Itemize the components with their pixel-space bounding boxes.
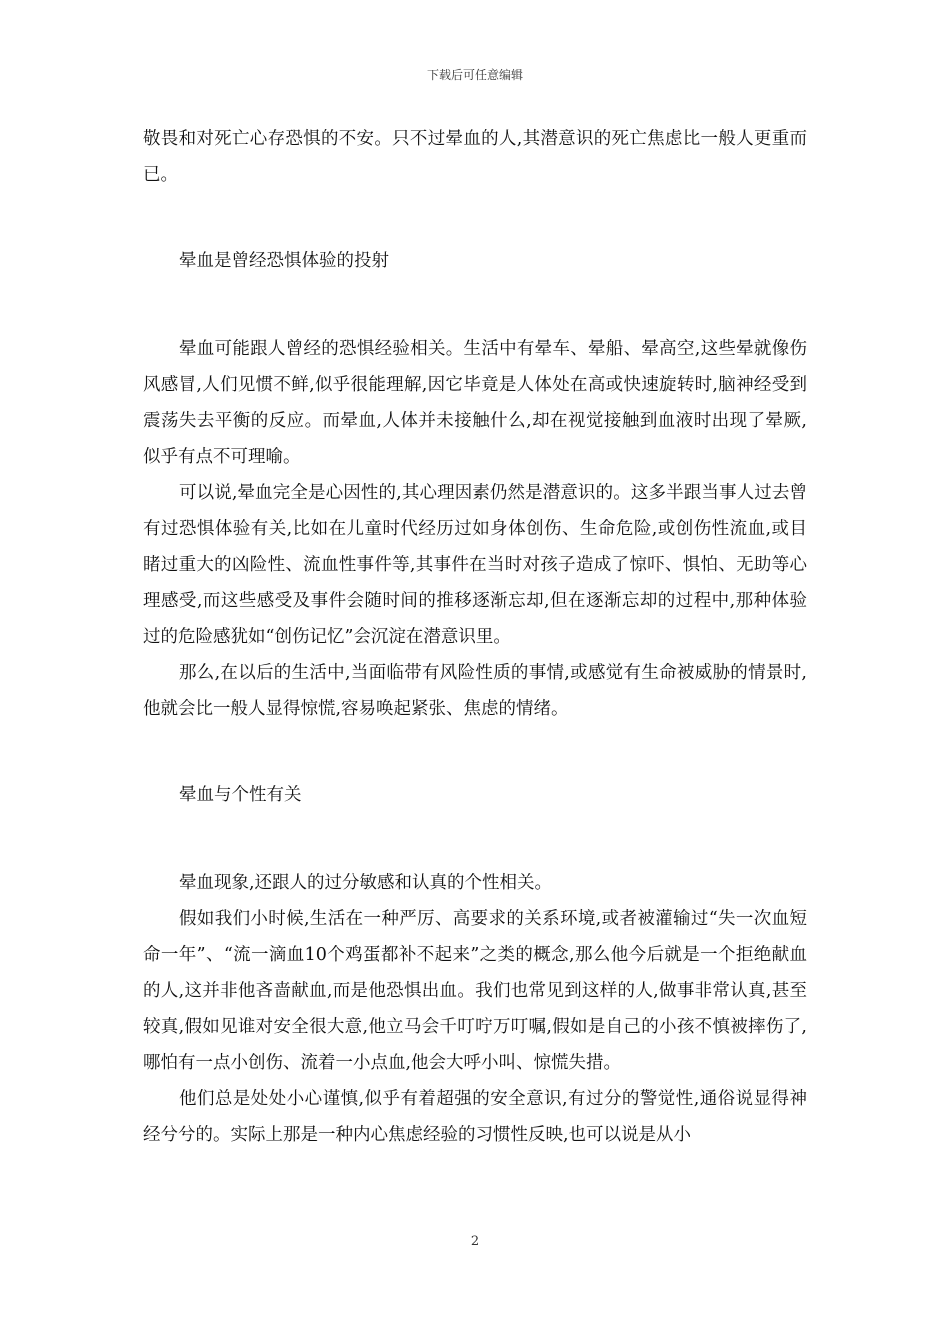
page-header: 下载后可任意编辑 bbox=[426, 68, 523, 82]
spacer bbox=[143, 727, 807, 752]
paragraph: 他们总是处处小心谨慎,似乎有着超强的安全意识,有过分的警觉性,通俗说显得神经兮兮的。实际上那是一种内心焦虑经验的习惯性反映,也可以说是从小 bbox=[143, 1089, 807, 1145]
spacer bbox=[143, 306, 807, 331]
spacer bbox=[143, 193, 807, 218]
paragraph: 可以说,晕血完全是心因性的,其心理因素仍然是潜意识的。这多半跟当事人过去曾有过恐惧体验有关,比如在儿童时代经历过如身体创伤、生命危险,或创伤性流血,或目睹过重大的凶险性、流血性事件等,其事件在当时对孩子造成了惊吓、惧怕、无助等心理感受,而这些感受及事件会随时间的推移逐渐忘却,但在逐渐忘却的过程中,那种体验过的危险感犹如“创伤记忆”会沉淀在潜意识里。 bbox=[143, 483, 807, 647]
document-body bbox=[143, 121, 807, 1153]
spacer bbox=[143, 840, 807, 865]
section-heading: 晕血与个性有关 bbox=[179, 785, 302, 805]
paragraph: 那么,在以后的生活中,当面临带有风险性质的事情,或感觉有生命被威胁的情景时,他就会比一般人显得惊慌,容易唤起紧张、焦虑的情绪。 bbox=[143, 663, 807, 719]
paragraph-continuation: 敬畏和对死亡心存恐惧的不安。只不过晕血的人,其潜意识的死亡焦虑比一般人更重而已。 bbox=[143, 129, 807, 185]
paragraph: 晕血可能跟人曾经的恐惧经验相关。生活中有晕车、晕船、晕高空,这些晕就像伤风感冒,人们见惯不鲜,似乎很能理解,因它毕竟是人体处在高或快速旋转时,脑神经受到震荡失去平衡的反应。而晕血,人体并未接触什么,却在视觉接触到血液时出现了晕厥,似乎有点不可理喻。 bbox=[143, 339, 807, 467]
paragraph: 假如我们小时候,生活在一种严厉、高要求的关系环境,或者被灌输过“失一次血短命一年”、“流一滴血10个鸡蛋都补不起来”之类的概念,那么他今后就是一个拒绝献血的人,这并非他吝啬献血,而是他恐惧出血。我们也常见到这样的人,做事非常认真,甚至较真,假如见谁对安全很大意,他立马会千叮咛万叮嘱,假如是自己的小孩不慎被摔伤了,哪怕有一点小创伤、流着一小点血,他会大呼小叫、惊慌失措。 bbox=[143, 909, 807, 1073]
section-heading: 晕血是曾经恐惧体验的投射 bbox=[179, 251, 389, 271]
paragraph: 晕血现象,还跟人的过分敏感和认真的个性相关。 bbox=[179, 873, 553, 893]
page-number: 2 bbox=[470, 1234, 480, 1249]
